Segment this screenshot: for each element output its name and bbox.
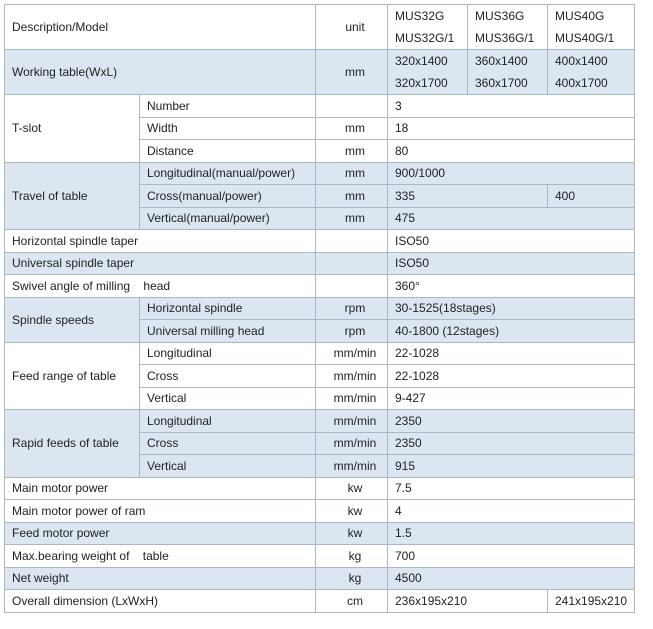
row-value: 30-1525(18stages) — [388, 297, 635, 320]
row-name: Longitudinal — [140, 342, 316, 365]
table-row — [5, 297, 635, 320]
row-value: 3 — [388, 95, 635, 118]
row-value: 7.5 — [388, 477, 635, 500]
row-label: Horizontal spindle taper — [5, 230, 316, 253]
table-row — [5, 342, 635, 365]
row-value: 236x195x210 — [388, 590, 548, 613]
row-value: 18 — [388, 117, 635, 140]
row-value: 1.5 — [388, 522, 635, 545]
model-name: MUS40G/1 — [555, 31, 615, 45]
row-label: Net weight — [5, 567, 316, 590]
row-unit: mm/min — [316, 432, 388, 455]
tslot-label: T-slot — [5, 95, 140, 163]
row-value: 40-1800 (12stages) — [388, 320, 635, 343]
table-row — [5, 500, 635, 523]
spec-table-container — [4, 4, 635, 613]
row-unit: mm/min — [316, 387, 388, 410]
header-description: Description/Model — [5, 5, 316, 50]
row-name: Cross — [140, 432, 316, 455]
row-unit: mm — [316, 185, 388, 208]
row-value: 4500 — [388, 567, 635, 590]
row-name: Vertical — [140, 387, 316, 410]
row-name: Longitudinal(manual/power) — [140, 162, 316, 185]
header-model-1 — [388, 5, 468, 50]
row-unit: mm/min — [316, 365, 388, 388]
table-row — [5, 410, 635, 433]
value-text: 360x1400 — [475, 54, 528, 68]
row-unit: kw — [316, 500, 388, 523]
row-unit: mm/min — [316, 410, 388, 433]
table-row — [5, 522, 635, 545]
header-unit: unit — [316, 5, 388, 50]
row-unit: cm — [316, 590, 388, 613]
table-row — [5, 275, 635, 298]
model-name: MUS36G — [475, 9, 525, 23]
row-value: 360° — [388, 275, 635, 298]
table-row — [5, 162, 635, 185]
row-unit: mm — [316, 162, 388, 185]
spec-table — [4, 4, 635, 613]
row-unit: mm/min — [316, 342, 388, 365]
header-model-2 — [468, 5, 548, 50]
travel-label: Travel of table — [5, 162, 140, 230]
row-unit: rpm — [316, 320, 388, 343]
rapid-feeds-label: Rapid feeds of table — [5, 410, 140, 478]
row-value: 900/1000 — [388, 162, 635, 185]
table-row — [5, 545, 635, 568]
row-value: 2350 — [388, 410, 635, 433]
working-table-label: Working table(WxL) — [5, 50, 316, 95]
row-name: Longitudinal — [140, 410, 316, 433]
row-value-alt: 241x195x210 — [548, 590, 635, 613]
row-unit — [316, 252, 388, 275]
row-value: 4 — [388, 500, 635, 523]
table-row — [5, 590, 635, 613]
row-name: Vertical(manual/power) — [140, 207, 316, 230]
header-row — [5, 5, 635, 50]
row-label: Main motor power — [5, 477, 316, 500]
header-model-3 — [548, 5, 635, 50]
row-unit — [316, 275, 388, 298]
row-unit: mm/min — [316, 455, 388, 478]
spindle-speeds-label: Spindle speeds — [5, 297, 140, 342]
row-value: 80 — [388, 140, 635, 163]
row-unit: mm — [316, 140, 388, 163]
row-label: Main motor power of ram — [5, 500, 316, 523]
feed-range-label: Feed range of table — [5, 342, 140, 410]
model-name: MUS36G/1 — [475, 31, 535, 45]
row-unit: mm — [316, 207, 388, 230]
row-value-alt: 400 — [548, 185, 635, 208]
table-row — [5, 477, 635, 500]
value-text: 320x1700 — [395, 76, 448, 90]
row-value: 915 — [388, 455, 635, 478]
row-value: 22-1028 — [388, 342, 635, 365]
row-value: 9-427 — [388, 387, 635, 410]
row-name: Number — [140, 95, 316, 118]
row-value: 475 — [388, 207, 635, 230]
row-name: Cross(manual/power) — [140, 185, 316, 208]
row-name: Horizontal spindle — [140, 297, 316, 320]
row-name: Distance — [140, 140, 316, 163]
row-label: Max.bearing weight of table — [5, 545, 316, 568]
row-name: Universal milling head — [140, 320, 316, 343]
row-label: Feed motor power — [5, 522, 316, 545]
value-text: 360x1700 — [475, 76, 528, 90]
row-unit: kg — [316, 545, 388, 568]
table-row — [5, 95, 635, 118]
working-table-row — [5, 50, 635, 95]
row-label: Overall dimension (LxWxH) — [5, 590, 316, 613]
row-unit — [316, 230, 388, 253]
row-value: ISO50 — [388, 252, 635, 275]
row-label: Universal spindle taper — [5, 252, 316, 275]
row-value: 700 — [388, 545, 635, 568]
value-text: 400x1400 — [555, 54, 608, 68]
row-unit: kg — [316, 567, 388, 590]
row-unit — [316, 95, 388, 118]
row-name: Cross — [140, 365, 316, 388]
row-name: Vertical — [140, 455, 316, 478]
value-text: 400x1700 — [555, 76, 608, 90]
row-unit: rpm — [316, 297, 388, 320]
table-row — [5, 252, 635, 275]
row-unit: mm — [316, 117, 388, 140]
row-name: Width — [140, 117, 316, 140]
row-value: ISO50 — [388, 230, 635, 253]
working-table-unit: mm — [316, 50, 388, 95]
working-table-value-1 — [388, 50, 468, 95]
table-row — [5, 230, 635, 253]
value-text: 320x1400 — [395, 54, 448, 68]
row-label: Swivel angle of milling head — [5, 275, 316, 298]
working-table-value-3 — [548, 50, 635, 95]
row-value: 22-1028 — [388, 365, 635, 388]
model-name: MUS32G/1 — [395, 31, 455, 45]
working-table-value-2 — [468, 50, 548, 95]
row-unit: kw — [316, 477, 388, 500]
model-name: MUS40G — [555, 9, 605, 23]
row-value: 2350 — [388, 432, 635, 455]
row-unit: kw — [316, 522, 388, 545]
table-row — [5, 567, 635, 590]
row-value: 335 — [388, 185, 548, 208]
model-name: MUS32G — [395, 9, 445, 23]
